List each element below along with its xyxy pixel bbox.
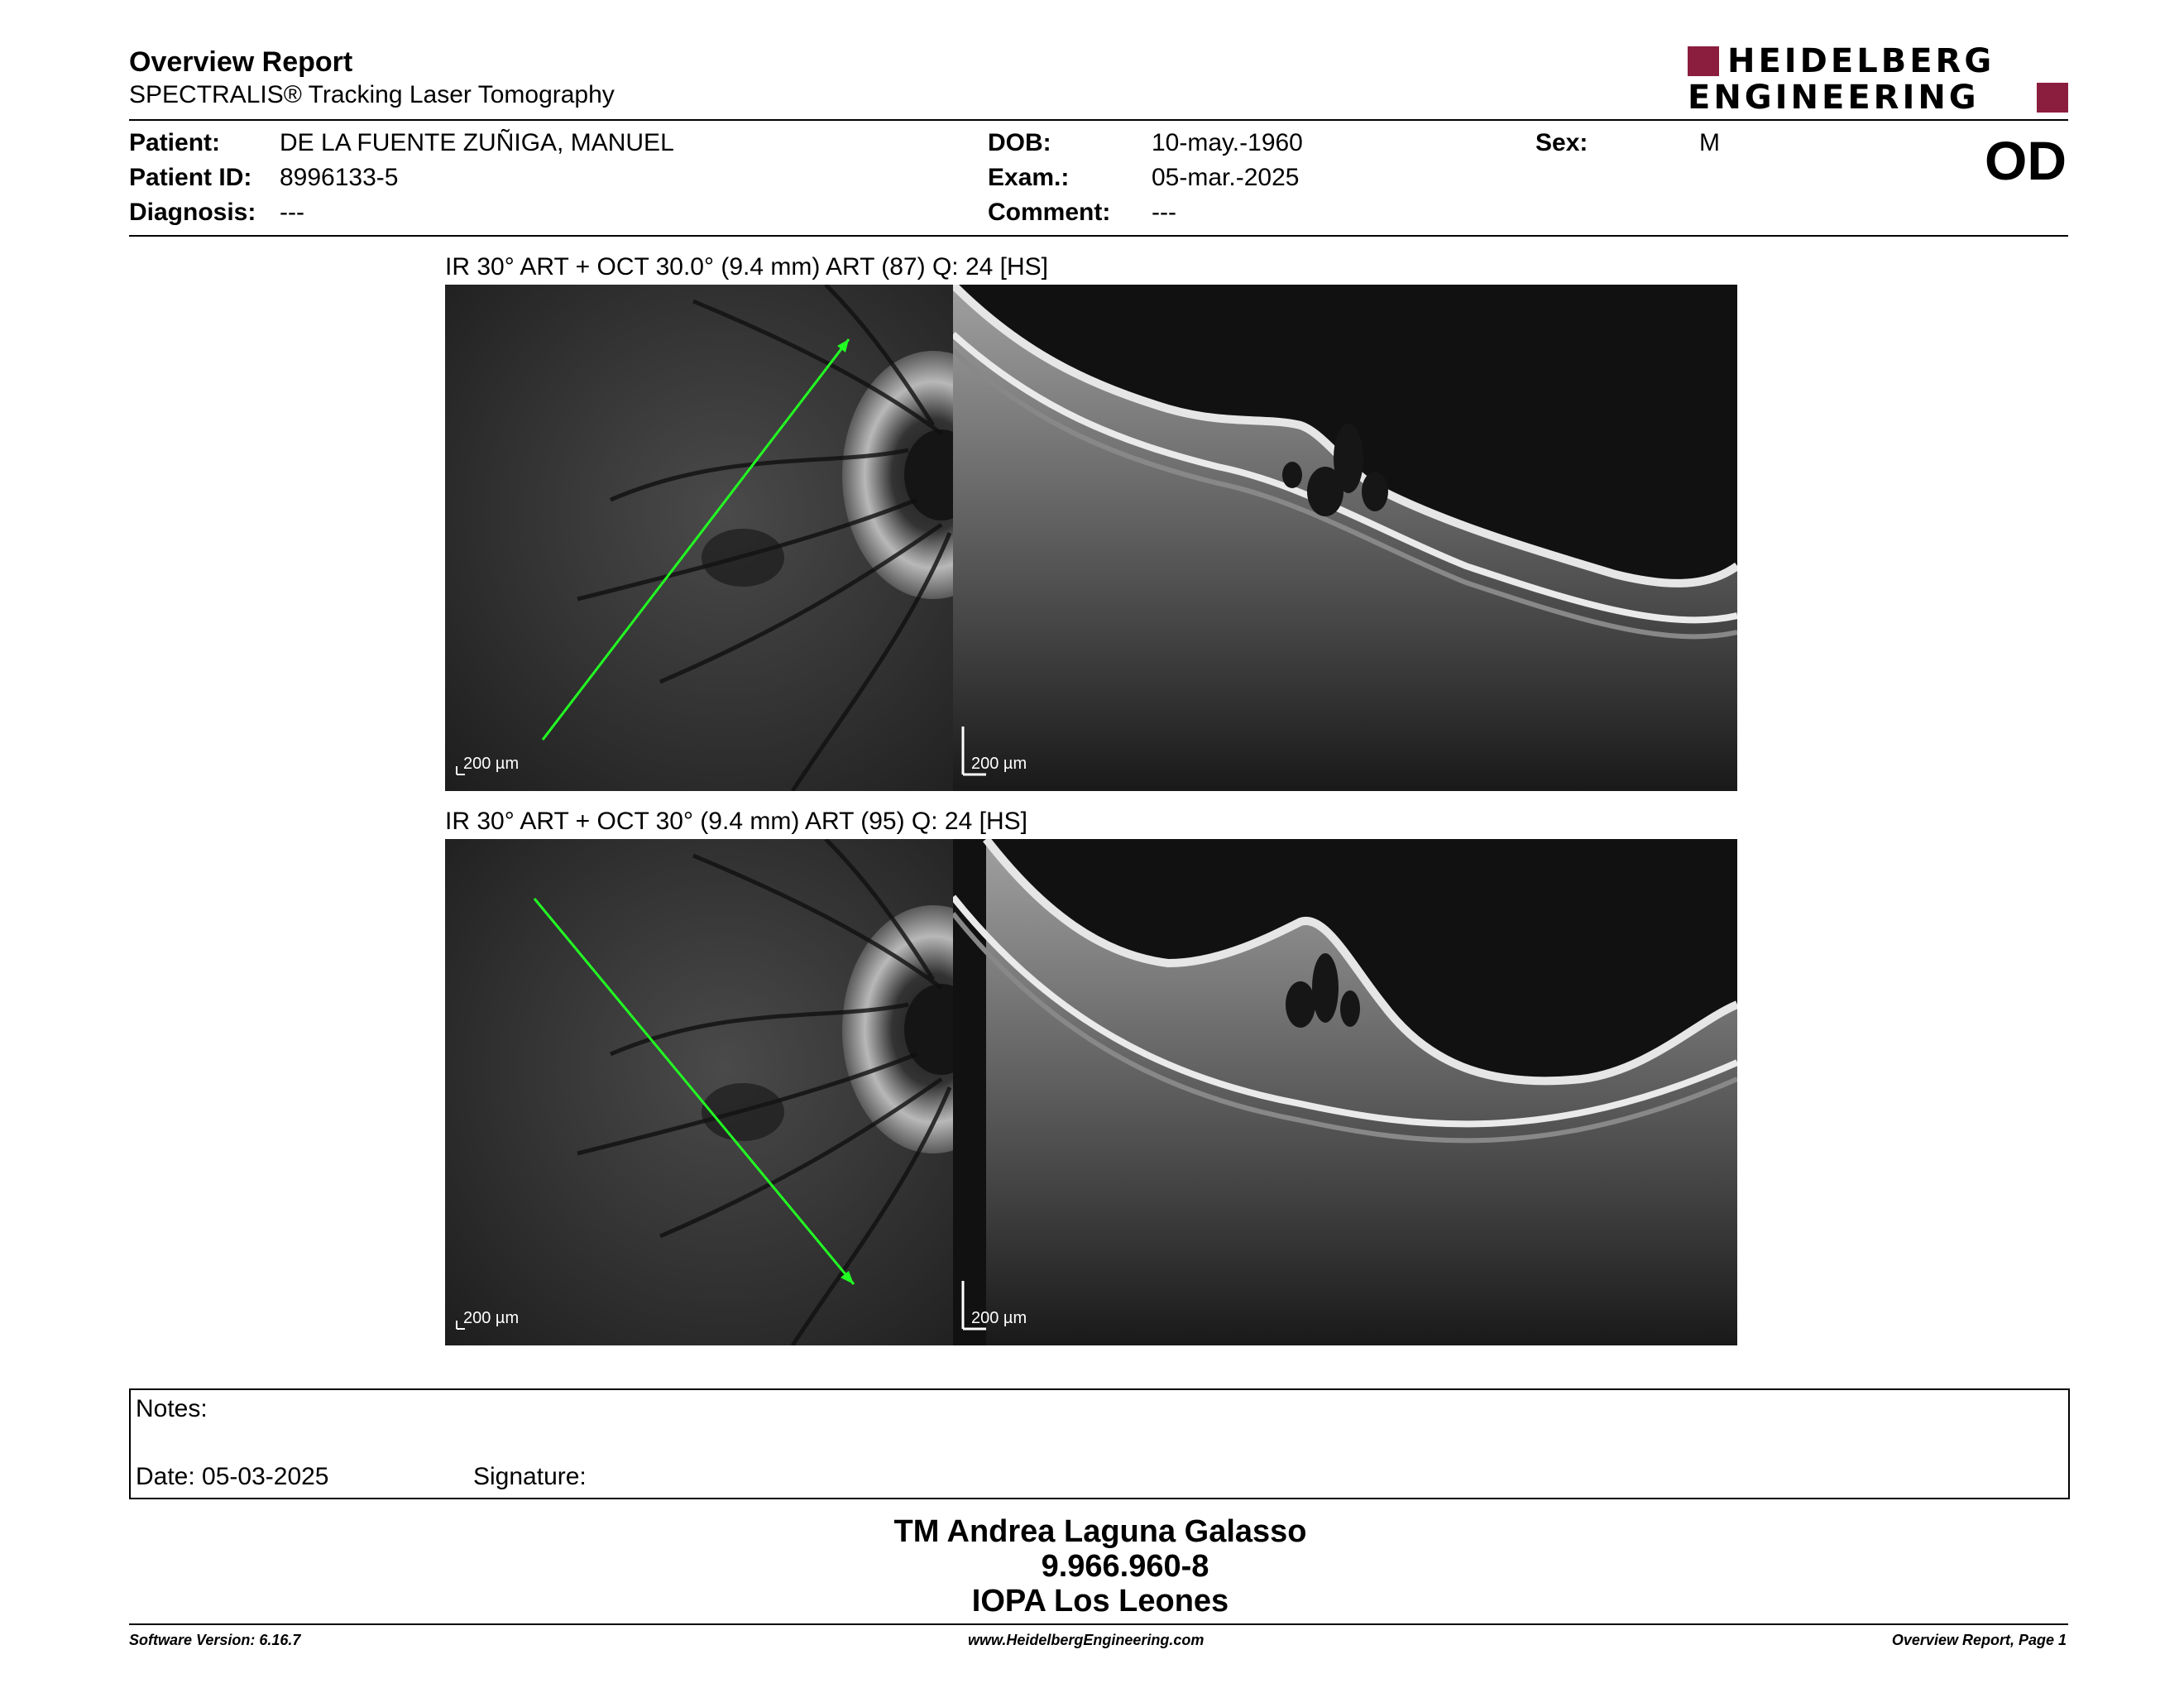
- scan-caption-2: IR 30° ART + OCT 30° (9.4 mm) ART (95) Q: 24 [HS]: [445, 808, 1027, 835]
- date-label: Date: 05-03-2025: [136, 1463, 329, 1490]
- patient-id: 8996133-5: [280, 164, 399, 191]
- oct-scale-label-1: 200 µm: [971, 755, 1027, 773]
- scan-panel-2: [445, 839, 1737, 1345]
- heidelberg-logo: [1688, 42, 2068, 117]
- header-divider: [129, 119, 2068, 121]
- logo-word-engineering: ENGINEERING: [1688, 79, 1980, 117]
- technician-rut: 9.966.960-8: [1041, 1549, 1209, 1584]
- signature-label: Signature:: [473, 1463, 587, 1490]
- report-title: Overview Report: [129, 46, 353, 78]
- logo-square-bottom: [2037, 83, 2068, 113]
- fundus-scale-label-2: 200 µm: [463, 1309, 520, 1327]
- diagnosis-label: Diagnosis:: [129, 199, 256, 226]
- website-link[interactable]: www.HeidelbergEngineering.com: [968, 1632, 1205, 1648]
- oct-bscan-image-1: [953, 285, 1737, 791]
- logo-square-top: [1688, 46, 1719, 76]
- notes-box[interactable]: [129, 1388, 2070, 1499]
- logo-word-heidelberg: HEIDELBERG: [1727, 42, 1995, 80]
- report-subtitle: SPECTRALIS® Tracking Laser Tomography: [129, 81, 615, 108]
- exam-value: 05-mar.-2025: [1152, 164, 1300, 191]
- technician-name: TM Andrea Laguna Galasso: [893, 1514, 1307, 1549]
- scan-panel-1: [445, 285, 1737, 791]
- patient-id-label: Patient ID:: [129, 164, 252, 191]
- comment-value: ---: [1152, 199, 1176, 226]
- scan-caption-1: IR 30° ART + OCT 30.0° (9.4 mm) ART (87) Q: 24 [HS]: [445, 253, 1048, 281]
- notes-label: Notes:: [136, 1395, 208, 1422]
- patient-label: Patient:: [129, 129, 221, 156]
- ir-fundus-image-2: [445, 839, 953, 1345]
- institution-name: IOPA Los Leones: [971, 1584, 1229, 1618]
- sex-value: M: [1699, 129, 1720, 156]
- fundus-scale-label-1: 200 µm: [463, 755, 520, 773]
- sex-label: Sex:: [1535, 129, 1588, 156]
- oct-scale-label-2: 200 µm: [971, 1309, 1027, 1327]
- diagnosis-value: ---: [280, 199, 304, 226]
- dob-value: 10-may.-1960: [1152, 129, 1303, 156]
- dob-label: DOB:: [988, 129, 1051, 156]
- software-version: Software Version: 6.16.7: [129, 1632, 301, 1648]
- oct-bscan-image-2: [953, 839, 1737, 1345]
- patient-divider: [129, 235, 2068, 237]
- patient-name: DE LA FUENTE ZUÑIGA, MANUEL: [280, 129, 674, 156]
- page-indicator: Overview Report, Page 1: [1891, 1632, 2067, 1648]
- eye-indicator: OD: [1985, 130, 2067, 191]
- footer-divider: [129, 1623, 2068, 1625]
- comment-label: Comment:: [988, 199, 1111, 226]
- ir-fundus-image-1: [445, 285, 953, 791]
- exam-label: Exam.:: [988, 164, 1070, 191]
